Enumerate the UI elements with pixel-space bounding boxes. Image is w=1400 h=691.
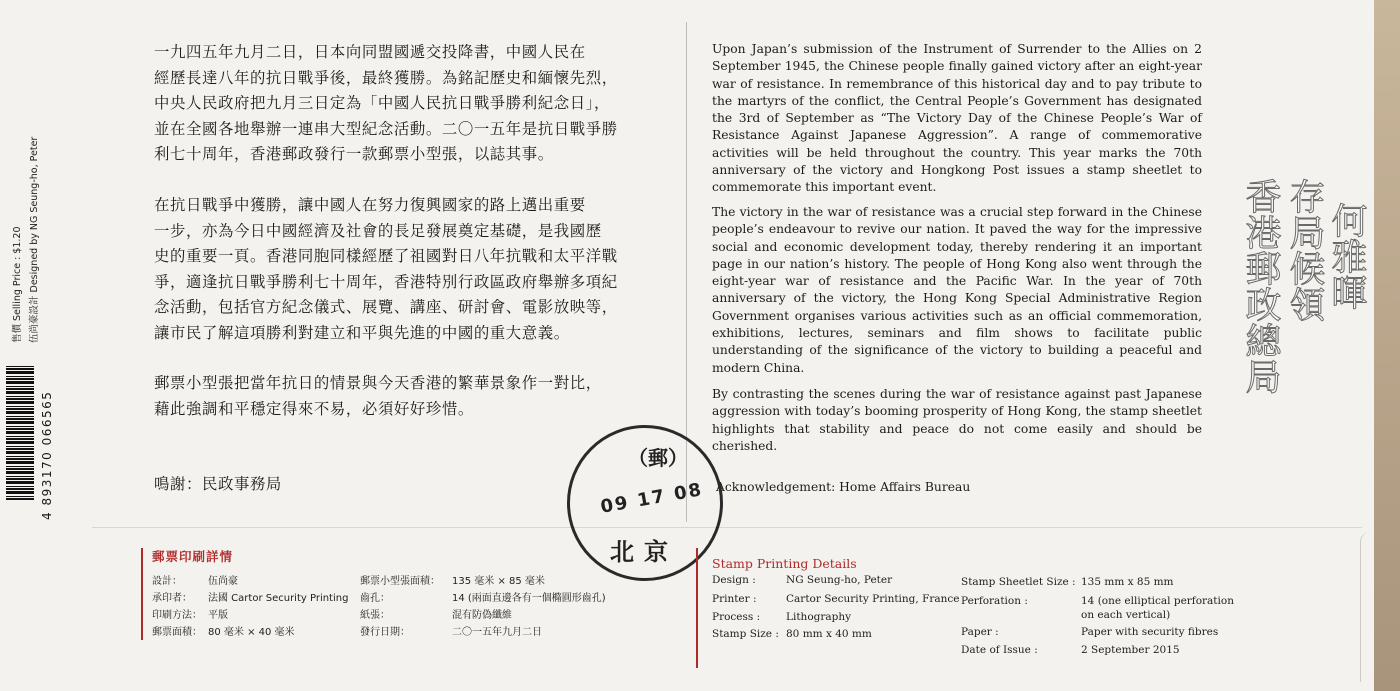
- en-detail-value: NG Seung-ho, Peter: [786, 574, 893, 586]
- en-detail-value: 135 mm x 85 mm: [1081, 576, 1174, 588]
- zh-line: 利七十周年，香港郵政發行一款郵票小型張，以誌其事。: [154, 145, 554, 163]
- english-acknowledgement: Acknowledgement: Home Affairs Bureau: [716, 480, 971, 494]
- zh-detail-label: 紙張：: [360, 610, 390, 621]
- english-paragraph-3: By contrasting the scenes during the war of resistance against past Japanese aggression with today’s booming prosperity of Hong Kong, the stamp sheetlet highlights that stability and peace do not come easily and should be cherished.: [712, 387, 1202, 453]
- zh-line: 讓市民了解這項勝利對建立和平與先進的中國的重大意義。: [154, 323, 570, 342]
- chop-column-2: 存局候領: [1284, 178, 1325, 322]
- en-detail-value: Paper with security fibres: [1081, 626, 1219, 638]
- chop-column-3: 何雅暉: [1326, 202, 1367, 310]
- envelope-flap-line: [92, 527, 1362, 529]
- zh-detail-value: 法國 Cartor Security Printing: [208, 593, 349, 604]
- en-detail-label: Printer :: [712, 593, 757, 605]
- zh-line: 中央人民政府把九月三日定為「中國人民抗日戰爭勝利紀念日」，: [154, 94, 611, 112]
- en-detail-value: 80 mm x 40 mm: [786, 628, 872, 640]
- zh-detail-label: 印刷方法：: [152, 610, 202, 621]
- zh-detail-label: 齒孔：: [360, 593, 390, 604]
- en-detail-label: Date of Issue :: [961, 644, 1038, 656]
- chop-column-1: 香港郵政總局: [1240, 178, 1281, 394]
- postmark-date: 09 17 08: [598, 479, 705, 518]
- zh-detail-value: 伍尚豪: [208, 576, 238, 587]
- en-detail-value: Lithography: [786, 611, 852, 623]
- en-detail-value: 14 (one elliptical perforation: [1081, 595, 1234, 607]
- en-detail-label: Process :: [712, 611, 761, 623]
- en-detail-value: 2 September 2015: [1081, 644, 1180, 656]
- zh-line: 經歷長達八年的抗日戰爭後，最終獲勝。為銘記歷史和緬懷先烈，: [154, 68, 618, 87]
- designer-credit: 伍尚豪設計 Designed by NG Seung-ho, Peter: [29, 136, 40, 343]
- zh-detail-value: 135 毫米 × 85 毫米: [452, 576, 545, 587]
- zh-line: 史的重要一頁。香港同胞同樣經歷了祖國對日八年抗戰和太平洋戰: [154, 247, 618, 265]
- en-detail-label: Paper :: [961, 626, 999, 638]
- barcode: [6, 366, 34, 500]
- postmark-top: （郵）: [628, 446, 688, 470]
- en-details-rule: [696, 548, 698, 668]
- chinese-paragraph-1: [154, 40, 654, 168]
- english-paragraph-1: Upon Japan’s submission of the Instrument of Surrender to the Allies on 2 September 1945, the Chinese people finally gained victory after an eight-year war of resistance. In remembrance of this historical day and to pay tribute to the martyrs of the conflict, the Central People’s Government has designated the 3rd of September as “The Victory Day of the Chinese People’s War of Resistance Against Japanese Aggression”. A range of commemorative activities will be held throughout the country. This year marks the 70th anniversary of the victory and Hongkong Post issues a stamp sheetlet to commemorate this important event.: [712, 42, 1202, 195]
- zh-details-rule: [141, 548, 143, 640]
- zh-detail-label: 郵票小型張面積：: [360, 576, 440, 587]
- chinese-paragraph-2: [154, 193, 654, 346]
- poste-restante-chop: [1234, 178, 1374, 438]
- zh-line: 郵票小型張把當年抗日的情景與今天香港的繁華景象作一對比，: [154, 374, 602, 392]
- postmark: [567, 425, 723, 581]
- postmark-city: 北京: [610, 537, 678, 566]
- zh-detail-value: 80 毫米 × 40 毫米: [208, 627, 295, 638]
- zh-line: 並在全國各地舉辦一連串大型紀念活動。二〇一五年是抗日戰爭勝: [154, 119, 618, 138]
- zh-detail-value: 平版: [208, 610, 228, 621]
- barcode-digits: 4 893170 066565: [40, 390, 54, 520]
- zh-line: 在抗日戰爭中獲勝，讓中國人在努力復興國家的路上邁出重要: [154, 196, 586, 214]
- en-detail-label: Stamp Sheetlet Size :: [961, 576, 1076, 588]
- zh-line: 藉此強調和平穩定得來不易，必須好好珍惜。: [154, 399, 474, 418]
- chinese-paragraph-3: [154, 371, 654, 422]
- zh-detail-label: 承印者：: [152, 593, 192, 604]
- zh-detail-value: 二〇一五年九月二日: [452, 627, 542, 638]
- selling-price: 售價 Selling Price : $1.20: [12, 226, 23, 343]
- zh-details-title: 郵票印刷詳情: [152, 549, 234, 564]
- chinese-acknowledgement: 鳴謝：民政事務局: [154, 475, 282, 493]
- english-paragraph-2: The victory in the war of resistance was a crucial step forward in the Chinese people’s endeavour to revive our nation. It paved the way for the impressive social and economic development today, thereby rendering it an important page in our nation’s history. The people of Hong Kong also went through the eight-year war of resistance and the Pacific War. In the year of 70th anniversary of the victory, the Hong Kong Special Administrative Region Government organises various activities such as an official commemoration, exhibitions, lectures, seminars and film shows to facilitate public understanding of the significance of the victory to building a peaceful and modern China.: [712, 205, 1202, 375]
- en-detail-label: Perforation :: [961, 595, 1028, 607]
- zh-detail-label: 郵票面積：: [152, 627, 202, 638]
- en-detail-label: Stamp Size :: [712, 628, 779, 640]
- envelope-flap-edge: [1360, 532, 1381, 682]
- zh-line: 念活動，包括官方紀念儀式、展覽、講座、研討會、電影放映等，: [154, 298, 618, 316]
- zh-line: 一步，亦為今日中國經濟及社會的長足發展奠定基礎，是我國歷: [154, 221, 602, 240]
- zh-detail-label: 設計：: [152, 576, 182, 587]
- zh-detail-value: 混有防偽纖維: [452, 610, 512, 621]
- zh-line: 爭，適逢抗日戰爭勝利七十周年，香港特別行政區政府舉辦多項紀: [154, 272, 618, 291]
- en-detail-value: on each vertical): [1081, 609, 1171, 621]
- en-details-title: Stamp Printing Details: [712, 556, 857, 571]
- en-detail-value: Cartor Security Printing, France: [786, 593, 960, 605]
- zh-detail-value: 14 (兩面直邊各有一個橢圓形齒孔): [452, 593, 606, 604]
- zh-line: 一九四五年九月二日，日本向同盟國遞交投降書，中國人民在: [154, 43, 586, 61]
- zh-detail-label: 發行日期：: [360, 627, 410, 638]
- en-detail-label: Design :: [712, 574, 756, 586]
